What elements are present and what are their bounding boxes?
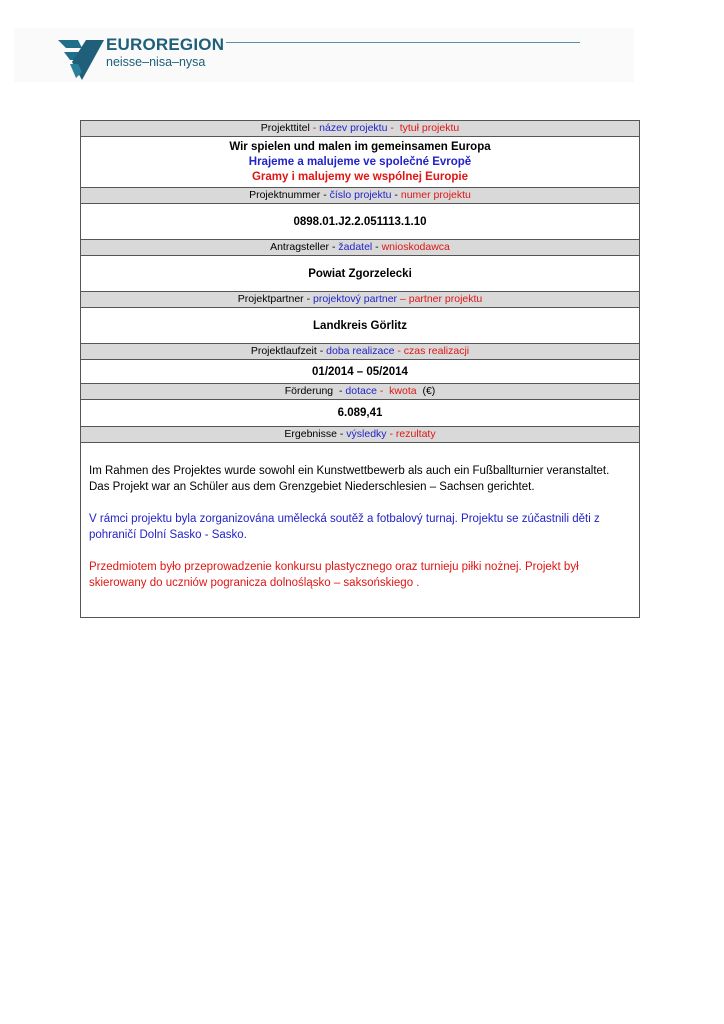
label-de: Projekttitel [260,122,310,134]
label-cz: projektový partner [313,293,398,305]
title-value-row [81,137,639,188]
partner-label-row: Projektpartner - projektový partner – partner projektu [81,292,639,308]
duration-label-row: Projektlaufzeit - doba realizace - czas realizacji [81,344,639,360]
label-pl: czas realizacji [403,345,470,357]
label-de: Projektnummer [249,189,321,201]
funding-amount: 6.089,41 [337,407,383,419]
label-pl: rezultaty [395,428,436,440]
duration-value-row [81,360,639,384]
results-label-row: Ergebnisse - výsledky - rezultaty [81,427,639,443]
label-cz: doba realizace [326,345,395,357]
logo-subtitle: neisse–nisa–nysa [106,55,206,69]
number-label-row: Projektnummer - číslo projektu - numer projektu [81,188,639,204]
applicant-name: Powiat Zgorzelecki [308,267,412,280]
results-text-cz: V rámci projektu byla zorganizována umělecká soutěž a fotbalový turnaj. Projektu se zúčastnili děti z pohraničí Dolní Sasko - Sasko. [89,513,600,541]
funding-label-row: Förderung - dotace - kwota (€) [81,384,639,400]
label-de: Projektlaufzeit [250,345,317,357]
partner-name: Landkreis Görlitz [313,319,407,332]
funding-value-row [81,400,639,427]
title-pl: Gramy i malujemy we wspólnej Europie [251,171,468,183]
label-de: Förderung [284,385,334,397]
title-de: Wir spielen und malen im gemeinsamen Europa [229,141,491,153]
label-cz: číslo projektu [329,189,392,201]
number-value-row [81,204,639,240]
results-body [81,443,639,617]
results-text-de: Im Rahmen des Projektes wurde sowohl ein Kunstwettbewerb als auch ein Fußballturnier veranstaltet. Das Projekt war an Schüler aus dem Grenzgebiet Niederschlesien – Sachsen gerichtet. [89,465,610,493]
applicant-label-row: Antragsteller - žadatel - wnioskodawca [81,240,639,256]
project-sheet [80,120,640,618]
title-cz: Hrajeme a malujeme ve společné Evropě [248,156,472,168]
title-label-row: Projekttitel - název projektu - tytuł projektu [81,121,639,137]
label-de: Antragsteller [270,241,330,253]
results-text-pl: Przedmiotem było przeprowadzenie konkursu plastycznego oraz turnieju piłki nożnej. Projekt był skierowany do uczniów pogranicza dolnośląsko – saksońskiego . [89,561,579,589]
label-cz: žadatel [338,241,373,253]
label-cz: výsledky [346,428,387,440]
label-pl: tytuł projektu [399,122,460,134]
logo-wordmark: EUROREGION [106,35,225,54]
header-rule [226,42,580,43]
label-de: Projektpartner [237,293,304,305]
label-pl: wnioskodawca [381,241,450,253]
funding-unit: (€) [422,385,436,397]
label-cz: název projektu [319,122,388,134]
label-pl: numer projektu [400,189,471,201]
applicant-value-row [81,256,639,292]
project-number: 0898.01.J2.2.051113.1.10 [293,215,427,228]
label-cz: dotace [345,385,377,397]
duration-value: 01/2014 – 05/2014 [312,365,408,378]
label-pl: kwota [389,385,417,397]
label-pl: partner projektu [408,293,483,305]
label-de: Ergebnisse [284,428,337,440]
partner-value-row [81,308,639,344]
euroregion-logo-icon [58,38,104,80]
